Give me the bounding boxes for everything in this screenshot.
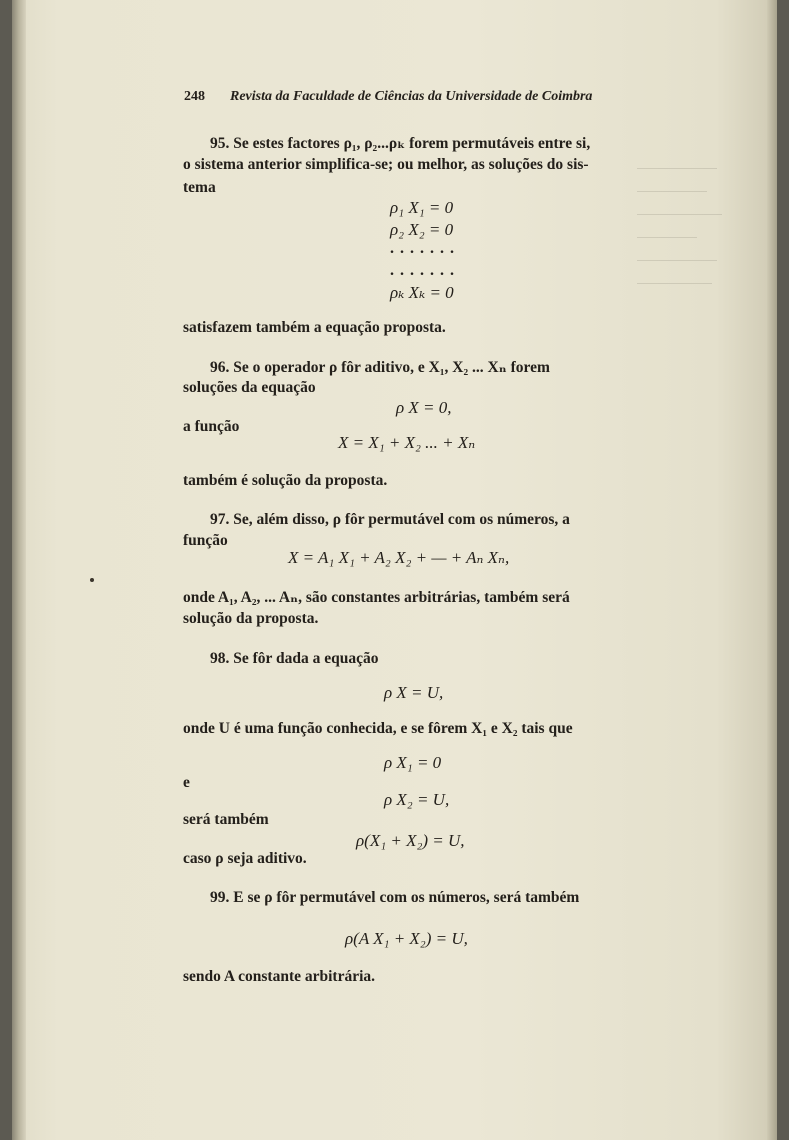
section-98-line-2: onde U é uma função conhecida, e se fôrem X₁ e X₂ tais que: [183, 720, 573, 737]
section-97-line-4: solução da proposta.: [183, 610, 319, 627]
section-95-ellipsis-row-1: .......: [390, 240, 460, 257]
section-98-equation-4: ρ(X₁ + X₂) = U,: [356, 831, 465, 850]
book-page: [12, 0, 777, 1140]
section-97-line-3: onde A₁, A₂, ... Aₙ, são constantes arbitrárias, também será: [183, 589, 570, 606]
page-outer-edge: [767, 0, 777, 1140]
section-95-ellipsis-row-2: .......: [390, 262, 460, 279]
section-97-line-2: função: [183, 532, 228, 549]
section-95-line-2: o sistema anterior simplifica-se; ou melhor, as soluções do sis-: [183, 156, 589, 173]
section-99-line-1: 99. E se ρ fôr permutável com os números, será também: [210, 889, 580, 906]
paper-blemish: [90, 578, 94, 582]
section-95-equation-1: ρ₁ X₁ = 0: [390, 198, 454, 217]
section-97-equation-1: X = A₁ X₁ + A₂ X₂ + — + Aₙ Xₙ,: [288, 548, 510, 567]
running-title: Revista da Faculdade de Ciências da Universidade de Coimbra: [230, 89, 593, 104]
section-95-equation-2: ρ₂ X₂ = 0: [390, 220, 454, 239]
section-96-equation-2: X = X₁ + X₂ ... + Xₙ: [338, 433, 476, 452]
page-number: 248: [184, 89, 205, 104]
page-binding-edge: [12, 0, 26, 1140]
section-98-equation-2: ρ X₁ = 0: [384, 753, 442, 772]
bleed-through-texture: [637, 160, 727, 580]
section-96-line-2: soluções da equação: [183, 379, 316, 396]
section-99-line-2: sendo A constante arbitrária.: [183, 968, 376, 985]
section-98-line-1: 98. Se fôr dada a equação: [210, 650, 379, 667]
section-96-line-4: também é solução da proposta.: [183, 472, 388, 489]
section-96-equation-1: ρ X = 0,: [396, 398, 452, 417]
section-98-line-4: caso ρ seja aditivo.: [183, 850, 307, 867]
section-95-conclusion: satisfazem também a equação proposta.: [183, 319, 446, 336]
section-96-line-1: 96. Se o operador ρ fôr aditivo, e X₁, X₂ ... Xₙ forem: [210, 359, 550, 376]
section-95-equation-3: ρₖ Xₖ = 0: [390, 283, 454, 302]
section-96-line-3: a função: [183, 418, 240, 435]
section-97-line-1: 97. Se, além disso, ρ fôr permutável com os números, a: [210, 511, 570, 528]
section-98-line-3: será também: [183, 811, 269, 828]
section-98-equation-1: ρ X = U,: [384, 683, 444, 702]
section-95-line-1: 95. Se estes factores ρ₁, ρ₂...ρₖ forem permutáveis entre si,: [210, 135, 591, 152]
section-95-line-3: tema: [183, 179, 216, 196]
section-98-equation-3: ρ X₂ = U,: [384, 790, 450, 809]
section-99-equation-1: ρ(A X₁ + X₂) = U,: [345, 929, 468, 948]
section-98-word-e: e: [183, 774, 190, 791]
